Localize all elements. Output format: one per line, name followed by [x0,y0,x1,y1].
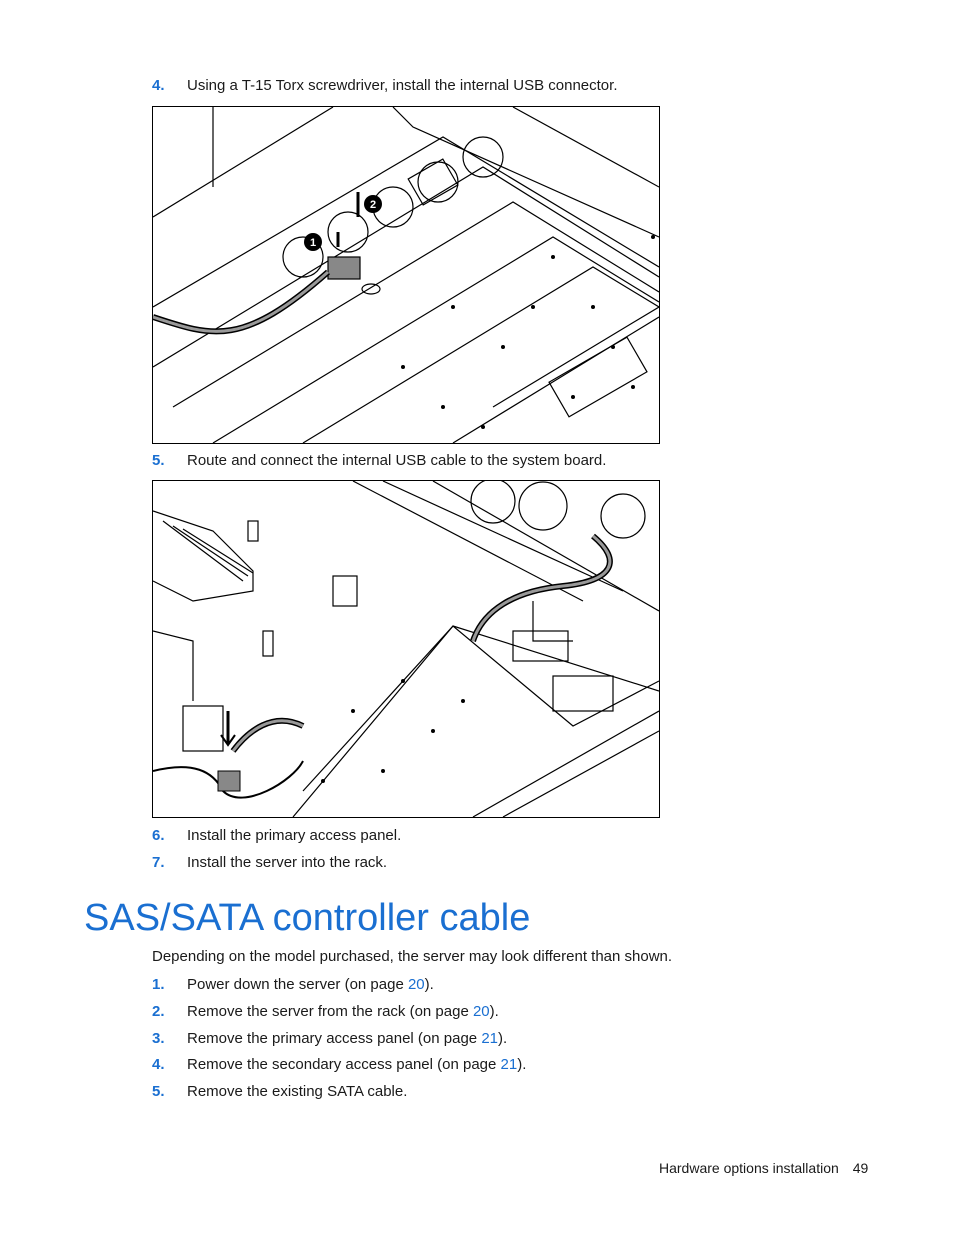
sas-step-4 [152,1056,526,1074]
callout-1-label: 1 [309,237,317,249]
usb-cable-routing-illustration [152,480,660,818]
usb-connector-illustration [152,106,660,444]
step-7 [152,854,387,872]
server-interior-drawing-1 [153,107,659,443]
step-text: Install the server into the rack. [187,854,388,871]
step-5 [152,452,606,470]
step-text-end: ). [498,1030,508,1047]
page-link[interactable]: 21 [500,1056,518,1073]
step-number: 5. [152,1083,165,1100]
step-number: 4. [152,1056,165,1073]
step-number: 5. [152,452,165,469]
section-title: SAS/SATA controller cable [84,897,531,939]
sas-step-5 [152,1083,407,1101]
step-text: Remove the server from the rack (on page [187,1003,473,1020]
step-number: 4. [152,77,165,94]
page-link[interactable]: 20 [472,1003,490,1020]
callout-2-label: 2 [369,199,377,211]
page-number: 49 [852,1160,869,1176]
step-number: 7. [152,854,165,871]
step-number: 2. [152,1003,165,1020]
step-text-end: ). [517,1056,527,1073]
step-text: Power down the server (on page [187,976,408,993]
step-number: 6. [152,827,165,844]
step-6 [152,827,401,845]
step-4 [152,77,617,95]
section-intro: Depending on the model purchased, the server may look different than shown. [152,948,673,965]
page-footer [659,1159,868,1177]
server-interior-drawing-2 [153,481,659,817]
step-text-end: ). [489,1003,499,1020]
step-text: Remove the primary access panel (on page [187,1030,482,1047]
step-text: Remove the secondary access panel (on page [187,1056,501,1073]
page-link[interactable]: 21 [481,1030,499,1047]
page-link[interactable]: 20 [407,976,425,993]
footer-section-name: Hardware options installation [659,1160,839,1176]
step-text: Route and connect the internal USB cable to the system board. [187,452,607,469]
step-number: 1. [152,976,165,993]
step-text: Remove the existing SATA cable. [187,1083,408,1100]
sas-step-1 [152,976,434,994]
step-text: Using a T-15 Torx screwdriver, install the internal USB connector. [187,77,618,94]
step-text: Install the primary access panel. [187,827,402,844]
step-text-end: ). [424,976,434,993]
sas-step-3 [152,1030,507,1048]
step-number: 3. [152,1030,165,1047]
sas-step-2 [152,1003,499,1021]
